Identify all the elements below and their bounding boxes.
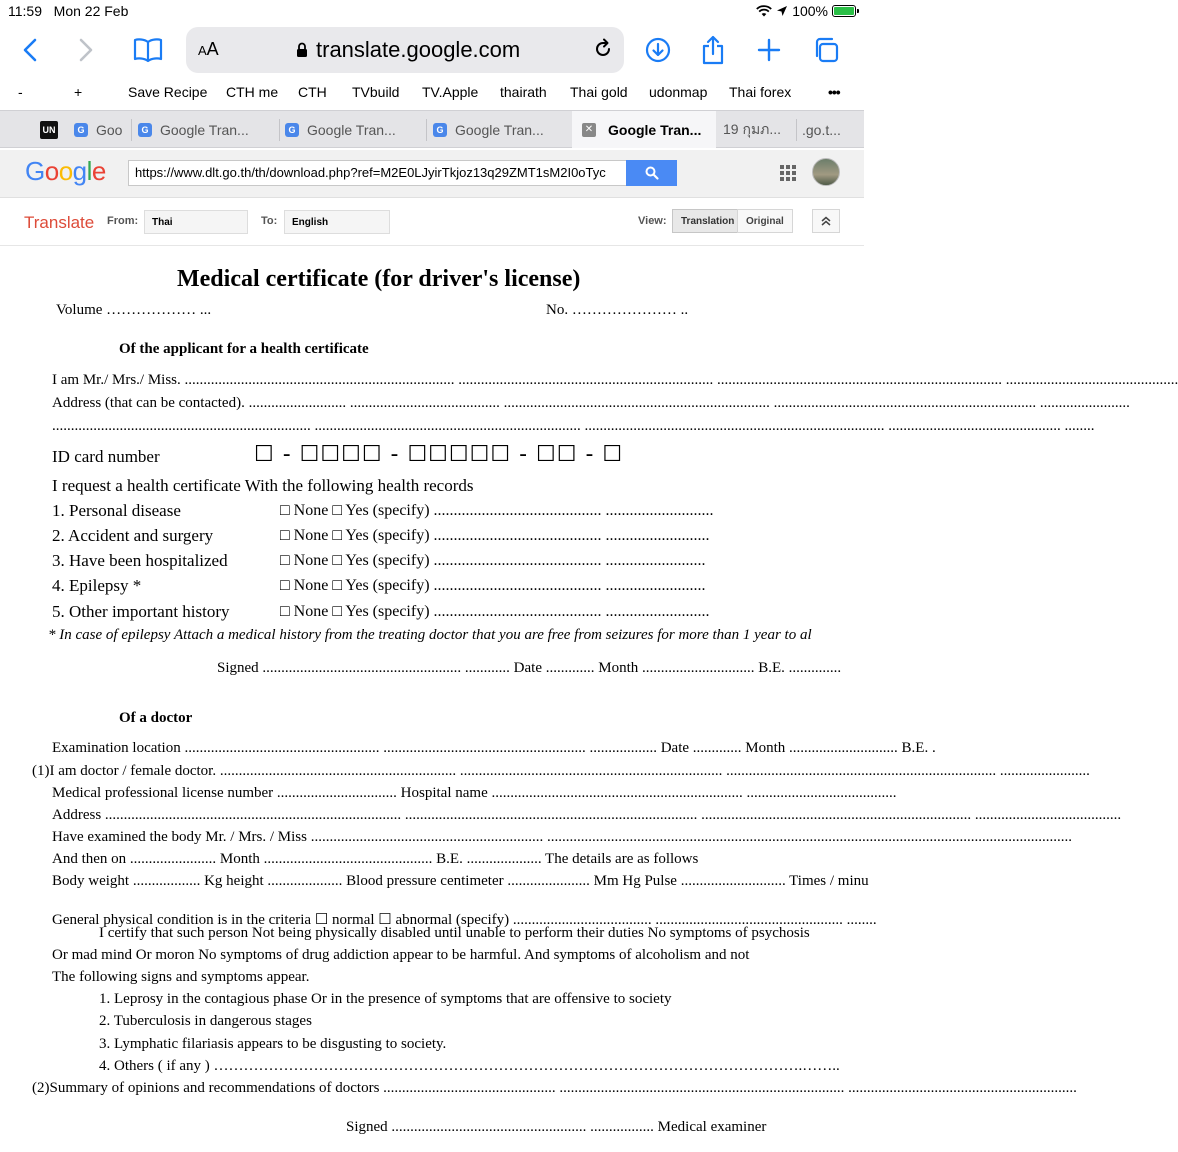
examination-date-line: And then on ....................... Month ............................................. B.E. .................... The details are as follows (52, 851, 699, 867)
reader-aa-button[interactable]: AA (198, 39, 219, 59)
more-favorites-button[interactable]: ••• (828, 84, 840, 100)
record-label: 3. Have been hospitalized (52, 551, 228, 570)
tab[interactable] (40, 111, 66, 148)
collapse-button[interactable] (812, 209, 840, 233)
plus-icon (757, 38, 781, 62)
section-heading: Of the applicant for a health certificate (119, 341, 369, 357)
id-card-boxes: ☐ - ☐☐☐☐ - ☐☐☐☐☐ - ☐☐ - ☐ (254, 442, 624, 467)
to-label: To: (261, 215, 278, 227)
from-language-select[interactable]: Thai (144, 210, 248, 234)
downloads-button[interactable] (640, 32, 676, 68)
license-line: Medical professional license number ................................ Hospital name ................................................................... ........................................ (52, 785, 897, 801)
tabs-icon (813, 37, 839, 63)
chevron-right-icon (79, 38, 93, 62)
symptom-item: 4. Others ( if any ) ……………………………………………………………………………………………………….…….. (99, 1058, 840, 1074)
applicant-address-line: Address (that can be contacted). .......................... ........................................ ....................................................................... ...................................................................... ........................ (52, 395, 1130, 411)
status-right (756, 3, 856, 19)
doctor-summary-line: (2)Summary of opinions and recommendations of doctors .............................................. ............................................................................ ............................................................. (32, 1080, 1077, 1096)
favorite-link[interactable]: TV.Apple (422, 84, 479, 100)
record-choice: □ None □ Yes (specify) .......................................... .......................... (280, 603, 710, 620)
general-condition-line: General physical condition is in the criteria ☐ normal ☐ abnormal (specify) ..................................... .................................................. ........ (52, 912, 877, 928)
google-logo[interactable]: Google (25, 156, 106, 186)
account-avatar[interactable] (812, 158, 840, 186)
favorite-link[interactable]: thairath (500, 84, 547, 100)
view-label: View: (638, 215, 667, 227)
symptom-item: 1. Leprosy in the contagious phase Or in the presence of symptoms that are offensive to society (99, 991, 672, 1007)
tab-bar (0, 110, 864, 148)
view-translation-button[interactable]: Translation (672, 209, 743, 233)
battery-percent: 100% (792, 3, 828, 19)
google-translate-favicon-icon: G (433, 123, 447, 137)
google-translate-favicon-icon: G (74, 123, 88, 137)
tab[interactable]: .go.t... (802, 121, 841, 138)
search-button[interactable] (626, 160, 677, 186)
share-button[interactable] (695, 32, 731, 68)
reload-icon (592, 38, 614, 60)
favorite-link[interactable]: Thai gold (570, 84, 628, 100)
wifi-icon (756, 5, 772, 17)
document-title: Medical certificate (for driver's license) (177, 266, 581, 292)
favorite-link[interactable]: Save Recipe (128, 84, 208, 100)
record-choice: □ None □ Yes (specify) .......................................... ......................... (280, 552, 706, 569)
location-arrow-icon (776, 5, 788, 17)
translated-document (0, 248, 1178, 1152)
favorite-link[interactable]: Thai forex (729, 84, 792, 100)
view-original-button[interactable]: Original (737, 209, 793, 233)
id-card-label: ID card number (52, 447, 160, 466)
google-translate-favicon-icon: G (285, 123, 299, 137)
tab[interactable]: G Google Tran... (138, 111, 278, 148)
record-label: 4. Epilepsy * (52, 576, 142, 595)
certify-text: The following signs and symptoms appear. (52, 969, 310, 985)
certify-text: I certify that such person Not being physically disabled until unable to perform their duties No symptoms of psychosis (99, 925, 810, 941)
record-label: 2. Accident and surgery (52, 526, 214, 545)
favorite-link[interactable]: - (18, 84, 23, 100)
battery-icon (832, 5, 856, 17)
favorite-link[interactable]: udonmap (649, 84, 708, 100)
vitals-line: Body weight .................. Kg height .................... Blood pressure centimeter ...................... Mm Hg Pulse ............................ Times / minu (52, 873, 869, 889)
google-header (0, 150, 864, 198)
tab[interactable]: 19 กุมภ... (723, 120, 782, 137)
symptom-item: 3. Lymphatic filariasis appears to be disgusting to society. (99, 1036, 447, 1052)
tab[interactable]: G Google Tran... (285, 111, 425, 148)
volume-field: Volume ……………… ... (56, 302, 212, 318)
symptom-item: 2. Tuberculosis in dangerous stages (99, 1013, 312, 1029)
doctor-name-line: (1)I am doctor / female doctor. ............................................................... ...................................................................... ........................................................................ ........................ (32, 763, 1090, 779)
status-bar (0, 0, 864, 22)
favorites-bar (0, 80, 864, 106)
close-tab-button[interactable]: ✕ (582, 123, 596, 137)
applicant-signature-line: Signed ..................................................... ............ Date ............. Month .............................. B.E. .............. (217, 660, 842, 676)
doctor-signature-line: Signed .................................................... ................. Medical examiner (346, 1119, 767, 1135)
forward-button[interactable] (68, 32, 104, 68)
apps-grid-icon[interactable] (780, 165, 796, 181)
applicant-address-continued: ..................................................................... ....................................................................... ................................................................................ .............................................. ........ (52, 418, 1095, 434)
bookmarks-button[interactable] (130, 32, 166, 68)
section-heading: Of a doctor (119, 710, 193, 726)
favorite-link[interactable]: + (74, 84, 83, 100)
address-bar[interactable] (186, 27, 624, 73)
book-icon (133, 38, 163, 62)
tab-overview-button[interactable] (808, 32, 844, 68)
doctor-address-line: Address ............................................................................... .............................................................................. ........................................................................ ....................................... (52, 807, 1122, 823)
reload-button[interactable] (592, 38, 614, 65)
new-tab-button[interactable] (751, 32, 787, 68)
certify-text: Or mad mind Or moron No symptoms of drug addiction appear to be harmful. And symptoms of alcoholism and not (52, 947, 750, 963)
search-icon (645, 166, 659, 180)
address-url[interactable]: translate.google.com (296, 37, 520, 63)
un-favicon-icon: UN (40, 121, 58, 139)
favorite-link[interactable]: CTH me (226, 84, 279, 100)
download-circle-icon (645, 37, 671, 63)
google-translate-favicon-icon: G (138, 123, 152, 137)
record-label: 1. Personal disease (52, 501, 181, 520)
record-label: 5. Other important history (52, 602, 230, 621)
double-chevron-up-icon (821, 216, 831, 226)
chevron-left-icon (23, 38, 37, 62)
translate-bar (0, 198, 864, 246)
examination-location-line: Examination location .................................................... ...................................................... .................. Date ............. Month ............................. B.E. . (52, 740, 936, 756)
share-icon (701, 35, 725, 65)
browser-toolbar (0, 22, 864, 78)
examined-person-line: Have examined the body Mr. / Mrs. / Miss .............................................................. ............................................................................................................................................ (52, 829, 1072, 845)
translate-brand[interactable]: Translate (24, 213, 95, 232)
record-choice: □ None □ Yes (specify) .......................................... ......................... (280, 577, 706, 594)
epilepsy-note: * In case of epilepsy Attach a medical history from the treating doctor that you are free from seizures for more than 1 year to al (48, 627, 812, 643)
record-choice: □ None □ Yes (specify) .......................................... .......................... (280, 527, 710, 544)
number-field: No. ………………… .. (546, 302, 689, 318)
applicant-name-line: I am Mr./ Mrs./ Miss. ........................................................................ .................................................................... ............................................................................ .............................................. (52, 372, 1178, 388)
tab-active[interactable]: ✕ Google Tran... (572, 111, 716, 148)
translate-url-input[interactable]: https://www.dlt.go.th/th/download.php?ref=M2E0LJyirTkjoz13q29ZMT1sM2I0oTyc (128, 160, 628, 186)
from-label: From: (107, 215, 139, 227)
tab[interactable]: G Goo (74, 111, 130, 148)
request-statement: I request a health certificate With the following health records (52, 476, 474, 495)
favorite-link[interactable]: TVbuild (352, 84, 400, 100)
tab[interactable]: G Google Tran... (433, 111, 571, 148)
favorite-link[interactable]: CTH (298, 84, 327, 100)
lock-icon (296, 42, 308, 58)
record-choice: □ None □ Yes (specify) .......................................... ........................... (280, 502, 714, 519)
back-button[interactable] (12, 32, 48, 68)
to-language-select[interactable]: English (284, 210, 390, 234)
status-time: 11:59 Mon 22 Feb (8, 3, 129, 19)
